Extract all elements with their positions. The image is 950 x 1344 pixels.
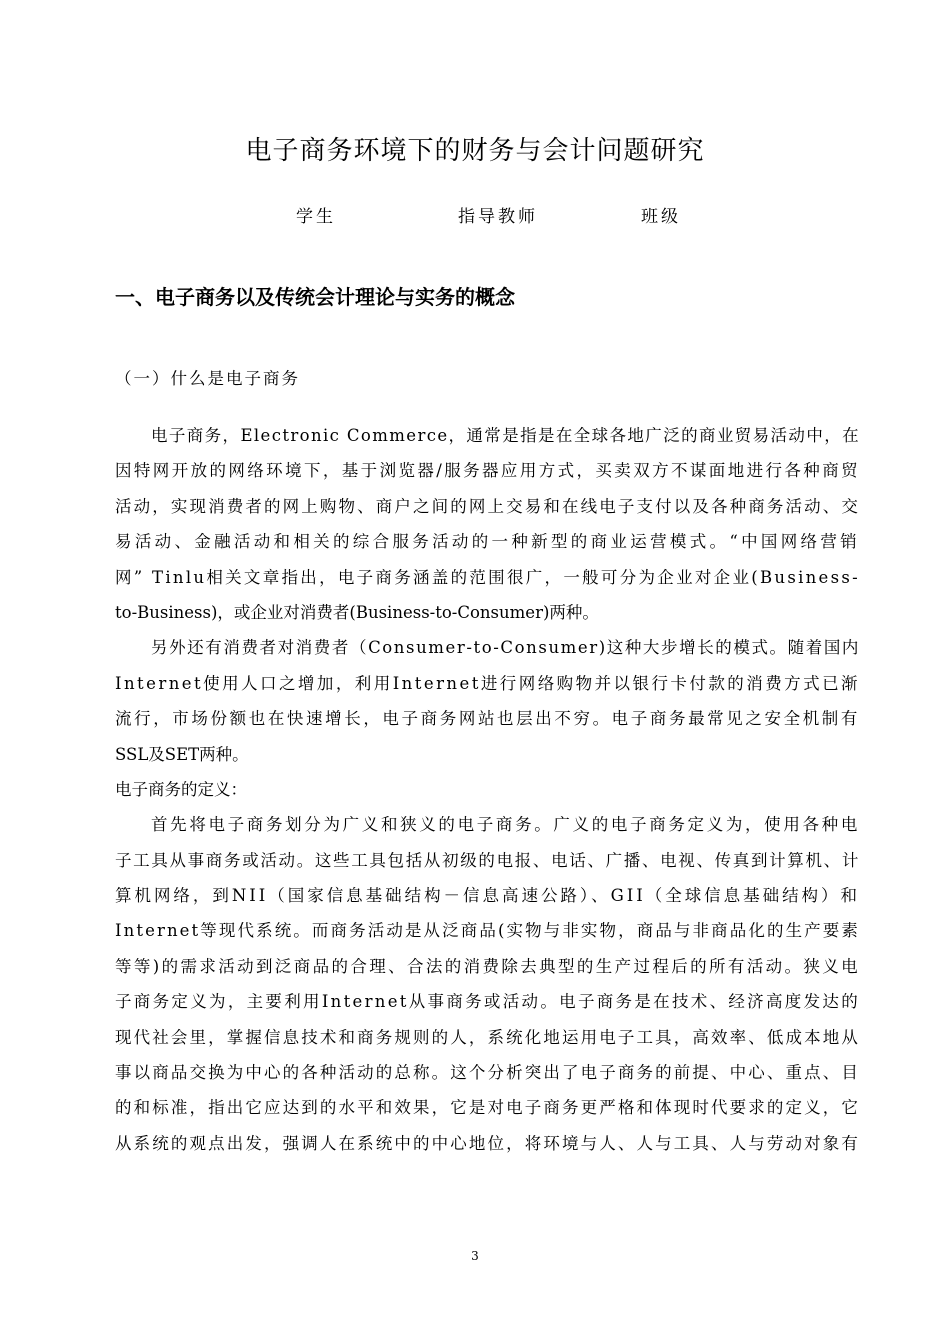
text-line: SSL及SET两种。: [115, 744, 249, 764]
class-label: 班级: [641, 207, 681, 227]
text-line: 因特网开放的网络环境下，基于浏览器/服务器应用方式，买卖双方不谋面地进行各种商贸: [115, 461, 860, 481]
text-line: to-Business)，或企业对消费者(Business-to-Consumer)两种。: [115, 602, 599, 622]
text-line: 网” Tinlu相关文章指出，电子商务涵盖的范围很广，一般可分为企业对企业(Business-: [115, 567, 860, 587]
subsection-heading: （一）什么是电子商务: [115, 369, 300, 388]
text-line: 从系统的观点出发，强调人在系统中的中心地位，将环境与人、人与工具、人与劳动对象有: [115, 1133, 860, 1153]
text-line: 算机网络，到NII（国家信息基础结构－信息高速公路）、GII（全球信息基础结构）和: [115, 886, 860, 906]
document-title: 电子商务环境下的财务与会计问题研究: [245, 136, 705, 166]
paragraph-1: [115, 418, 860, 630]
text-line: Internet等现代系统。而商务活动是从泛商品(实物与非实物，商品与非商品化的生产要素: [115, 921, 860, 941]
text-line: 另外还有消费者对消费者（Consumer-to-Consumer)这种大步增长的模式。随着国内: [151, 638, 860, 658]
text-line: 子商务定义为，主要利用Internet从事商务或活动。电子商务是在技术、经济高度发达的: [115, 992, 860, 1012]
advisor-label: 指导教师: [458, 207, 538, 227]
text-line: 活动，实现消费者的网上购物、商户之间的网上交易和在线电子支付以及各种商务活动、交: [115, 496, 860, 516]
paragraph-3: [115, 807, 860, 1161]
text-line: 的和标准，指出它应达到的水平和效果，它是对电子商务更严格和体现时代要求的定义，它: [115, 1098, 860, 1118]
section-heading: 一、电子商务以及传统会计理论与实务的概念: [115, 285, 515, 309]
text-line: 电子商务，Electronic Commerce，通常是指是在全球各地广泛的商业贸易活动中，在: [151, 426, 860, 445]
page-number: 3: [471, 1249, 479, 1263]
definition-label: 电子商务的定义：: [115, 779, 247, 799]
student-label: 学生: [296, 207, 336, 227]
text-line: 首先将电子商务划分为广义和狭义的电子商务。广义的电子商务定义为，使用各种电: [151, 815, 860, 835]
text-line: 易活动、金融活动和相关的综合服务活动的一种新型的商业运营模式。“中国网络营销: [115, 532, 860, 552]
text-line: 等等)的需求活动到泛商品的合理、合法的消费除去典型的生产过程后的所有活动。狭义电: [115, 956, 860, 976]
body-text: [115, 418, 860, 1161]
paragraph-2: [115, 630, 860, 772]
text-line: 现代社会里，掌握信息技术和商务规则的人，系统化地运用电子工具，高效率、低成本地从: [115, 1027, 860, 1047]
text-line: 事以商品交换为中心的各种活动的总称。这个分析突出了电子商务的前提、中心、重点、目: [115, 1063, 860, 1083]
text-line: 流行，市场份额也在快速增长，电子商务网站也层出不穷。电子商务最常见之安全机制有: [115, 709, 860, 729]
text-line: 子工具从事商务或活动。这些工具包括从初级的电报、电话、广播、电视、传真到计算机、计: [115, 850, 860, 870]
text-line: Internet使用人口之增加，利用Internet进行网络购物并以银行卡付款的消费方式已渐: [115, 673, 860, 693]
